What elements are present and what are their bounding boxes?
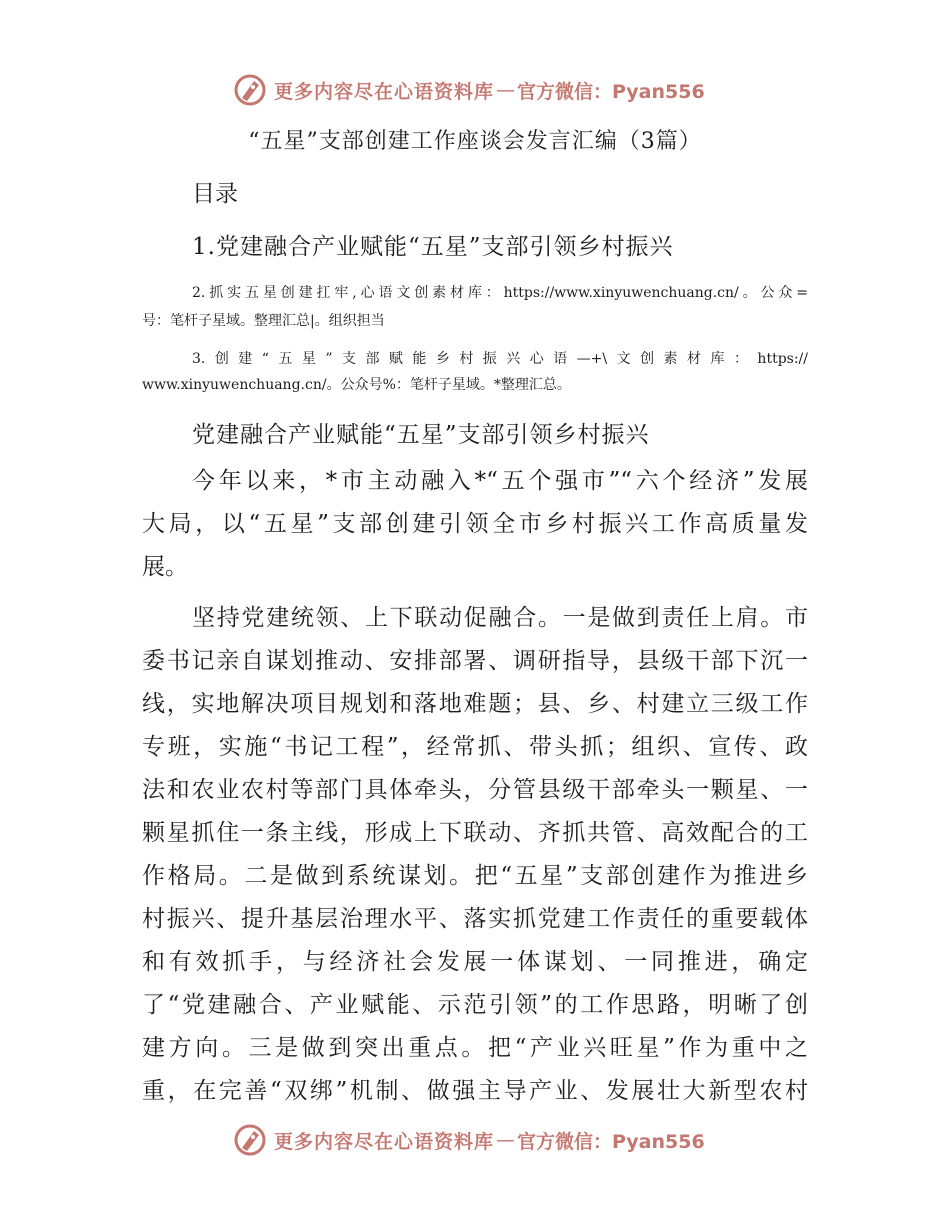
section-heading: 党建融合产业赋能“五星”支部引领乡村振兴 <box>192 422 650 448</box>
paragraph-2-line: 线，实地解决项目规划和落地难题；县、乡、村建立三级工作 <box>142 691 808 717</box>
toc-item-1: 1.党建融合产业赋能“五星”支部引领乡村振兴 <box>192 234 674 260</box>
paragraph-1-line: 今年以来，*市主动融入*“五个强市”“六个经济”发展 <box>192 468 808 494</box>
banner-dash: — <box>496 79 516 101</box>
pen-nib-circle-icon <box>232 72 268 108</box>
toc-label: 目录 <box>192 181 238 207</box>
paragraph-2-line: 重，在完善“双绑”机制、做强主导产业、发展壮大新型农村 <box>142 1078 808 1104</box>
paragraph-2-line: 建方向。三是做到突出重点。把“产业兴旺星”作为重中之 <box>142 1035 808 1061</box>
footer-banner <box>232 1120 705 1160</box>
banner-brand: 更多内容尽在心语资料库 <box>274 1130 495 1153</box>
toc-item-3-line-1: 3.创建“五星”支部赋能乡村振兴心语—+\文创素材库：https:// <box>192 351 808 367</box>
banner-contact: 官方微信：Pyan556 <box>517 80 705 103</box>
toc-item-2-line-1: 2.抓实五星创建扛牢,心语文创素材库：https://www.xinyuwenchuang.cn/。公众= <box>192 285 808 301</box>
banner-dash: — <box>496 1129 516 1151</box>
paragraph-2-line: 专班，实施“书记工程”，经常抓、带头抓；组织、宣传、政 <box>142 734 808 760</box>
paragraph-2-line: 委书记亲自谋划推动、安排部署、调研指导，县级干部下沉一 <box>142 648 808 674</box>
banner-brand: 更多内容尽在心语资料库 <box>274 80 495 103</box>
paragraph-1-line: 展。 <box>142 554 188 580</box>
paragraph-2-line: 了“党建融合、产业赋能、示范引领”的工作思路，明晰了创 <box>142 992 808 1018</box>
paragraph-2-line: 坚持党建统领、上下联动促融合。一是做到责任上肩。市 <box>192 605 808 631</box>
paragraph-2-line: 村振兴、提升基层治理水平、落实抓党建工作责任的重要载体 <box>142 906 808 932</box>
document-title: “五星”支部创建工作座谈会发言汇编（3篇） <box>248 129 702 154</box>
paragraph-2-line: 和有效抓手，与经济社会发展一体谋划、一同推进，确定 <box>142 949 808 975</box>
paragraph-2-line: 颗星抓住一条主线，形成上下联动、齐抓共管、高效配合的工 <box>142 820 808 846</box>
header-banner <box>232 70 705 110</box>
paragraph-1-line: 大局，以“五星”支部创建引领全市乡村振兴工作高质量发 <box>142 511 808 537</box>
toc-item-2-line-2: 号：笔杆子星域。整理汇总|。组织担当 <box>142 313 385 329</box>
pen-nib-circle-icon <box>232 1122 268 1158</box>
paragraph-2-line: 法和农业农村等部门具体牵头，分管县级干部牵头一颗星、一 <box>142 777 808 803</box>
toc-item-3-line-2: www.xinyuwenchuang.cn/。公众号%：笔杆子星域。*整理汇总。 <box>142 377 571 393</box>
banner-contact: 官方微信：Pyan556 <box>517 1130 705 1153</box>
paragraph-2-line: 作格局。二是做到系统谋划。把“五星”支部创建作为推进乡 <box>142 863 808 889</box>
